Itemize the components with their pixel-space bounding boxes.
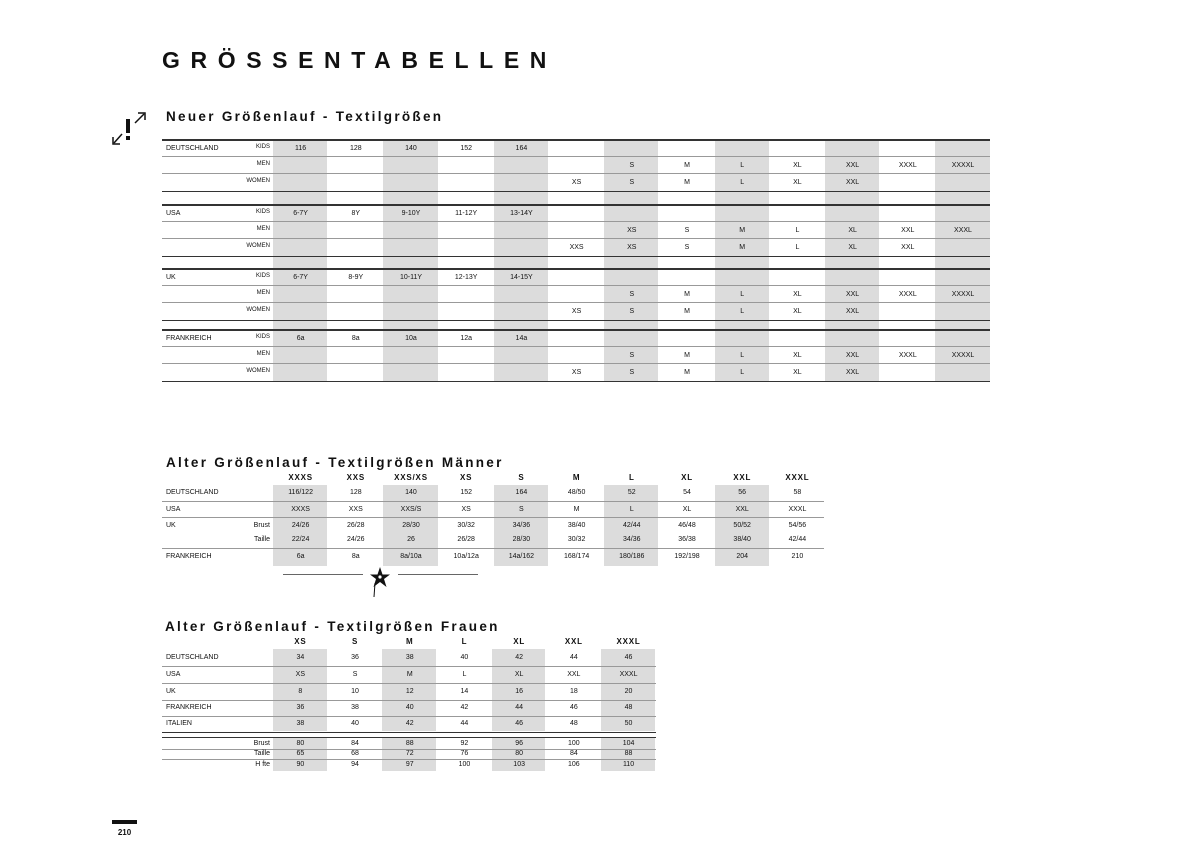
size-cell: 48 xyxy=(624,704,633,711)
size-cell: 116/122 xyxy=(288,489,313,496)
size-cell: 50 xyxy=(624,720,633,727)
size-cell: XS xyxy=(571,179,582,186)
row-label: WOMEN xyxy=(246,307,270,313)
size-cell: 88 xyxy=(624,750,633,757)
size-cell: XXL xyxy=(845,352,860,359)
row-label: MEN xyxy=(256,161,270,167)
size-cell: 192/198 xyxy=(674,553,700,560)
size-cell: 12a xyxy=(460,335,473,342)
size-cell: 210 xyxy=(791,553,804,560)
size-cell: S xyxy=(684,227,690,234)
column-header: XS xyxy=(294,637,307,646)
size-cell: XXXXL xyxy=(951,162,975,169)
group-top-rule xyxy=(162,139,990,141)
size-cell: 128 xyxy=(349,145,362,152)
size-cell: 38/40 xyxy=(567,522,586,529)
size-cell: XL xyxy=(848,227,857,234)
size-cell: 103 xyxy=(513,761,525,768)
size-cell: 100 xyxy=(568,740,580,747)
size-cell: XXXL xyxy=(898,162,917,169)
size-cell: XS xyxy=(461,506,471,513)
row-label: WOMEN xyxy=(246,368,270,374)
size-cell: 94 xyxy=(351,761,359,768)
country-label: UK xyxy=(166,274,176,281)
row-divider xyxy=(162,302,990,303)
size-cell: 164 xyxy=(515,489,528,496)
size-cell: XL xyxy=(793,308,802,315)
row-label: Brust xyxy=(253,740,270,747)
size-cell: 72 xyxy=(405,750,414,757)
size-cell: 6a xyxy=(296,553,305,560)
size-cell: XL xyxy=(682,506,692,513)
size-cell: XXXL xyxy=(788,506,807,513)
column-header: XS xyxy=(460,473,473,482)
column-header: XXS/XS xyxy=(394,473,428,482)
page-title: GRÖSSENTABELLEN xyxy=(162,47,557,73)
row-label: H fte xyxy=(255,761,270,768)
size-cell: 68 xyxy=(351,750,359,757)
size-cell: L xyxy=(629,506,634,513)
country-label: FRANKREICH xyxy=(166,335,212,342)
size-cell: 12 xyxy=(405,688,414,695)
row-divider xyxy=(162,346,990,347)
size-cell: M xyxy=(739,244,746,251)
column-header: M xyxy=(572,473,581,482)
country-label: USA xyxy=(166,671,181,678)
table-bottom-rule xyxy=(162,732,656,733)
size-cell: 26 xyxy=(407,536,415,543)
size-cell: XL xyxy=(848,244,857,251)
size-cell: 204 xyxy=(736,553,749,560)
size-cell: 6-7Y xyxy=(293,274,308,281)
size-cell: 8a/10a xyxy=(400,553,422,560)
row-divider xyxy=(162,285,990,286)
size-cell: XXL xyxy=(845,162,860,169)
column-header: XXL xyxy=(564,637,583,646)
size-cell: S xyxy=(629,291,635,298)
row-label: Taille xyxy=(254,536,270,543)
size-cell: 6a xyxy=(296,335,305,342)
column-header: XXL xyxy=(733,473,752,482)
size-cell: 40 xyxy=(351,720,359,727)
size-cell: XS xyxy=(627,227,637,234)
country-label: UK xyxy=(166,522,176,529)
size-cell: L xyxy=(740,308,745,315)
size-cell: XXL xyxy=(845,291,860,298)
size-cell: XS xyxy=(571,308,582,315)
size-cell: 20 xyxy=(624,688,633,695)
row-divider xyxy=(162,173,990,174)
size-cell: XXL xyxy=(567,671,581,678)
size-cell: 8Y xyxy=(351,210,361,217)
group-top-rule xyxy=(162,204,990,206)
size-cell: 38/40 xyxy=(733,536,751,543)
size-cell: 100 xyxy=(458,761,471,768)
size-cell: 80 xyxy=(296,740,305,747)
size-cell: 88 xyxy=(405,740,414,747)
size-cell: XXL xyxy=(901,244,915,251)
size-cell: 38 xyxy=(296,720,305,727)
size-cell: 140 xyxy=(405,489,417,496)
size-cell: XXXXL xyxy=(951,352,975,359)
size-cell: L xyxy=(795,244,800,251)
size-cell: 56 xyxy=(738,489,747,496)
size-cell: S xyxy=(684,244,690,251)
size-cell: 36 xyxy=(296,704,305,711)
shaded-column xyxy=(935,205,989,269)
size-cell: L xyxy=(740,352,745,359)
size-cell: 168/174 xyxy=(563,553,590,560)
row-label: KIDS xyxy=(255,144,270,150)
size-cell: 40 xyxy=(460,654,469,661)
size-cell: 46 xyxy=(624,654,633,661)
new-sizes-title: Neuer Größenlauf - Textilgrößen xyxy=(166,109,444,124)
size-cell: 8a xyxy=(351,335,360,342)
size-cell: S xyxy=(629,369,635,376)
size-cell: 14 xyxy=(460,688,469,695)
size-cell: XXXL xyxy=(898,291,917,298)
page-marker xyxy=(112,820,137,824)
row-divider xyxy=(162,716,656,717)
size-cell: 97 xyxy=(405,761,414,768)
size-cell: XXS/S xyxy=(400,506,422,513)
size-cell: XXXL xyxy=(619,671,638,678)
row-label: KIDS xyxy=(255,273,270,279)
size-cell: 14a/162 xyxy=(508,553,535,560)
group-top-rule xyxy=(162,268,990,270)
size-cell: 22/24 xyxy=(291,536,310,543)
size-cell: 14a xyxy=(515,335,528,342)
column-header: XL xyxy=(681,473,693,482)
row-divider xyxy=(162,238,990,239)
row-divider xyxy=(162,548,824,549)
size-cell: 34/36 xyxy=(623,536,641,543)
size-cell: 8 xyxy=(298,688,303,695)
row-label: KIDS xyxy=(255,334,270,340)
size-cell: 65 xyxy=(296,750,305,757)
size-cell: M xyxy=(739,227,746,234)
size-cell: 14-15Y xyxy=(510,274,533,281)
size-cell: XL xyxy=(793,352,802,359)
size-cell: 58 xyxy=(793,489,802,496)
column-header: S xyxy=(518,473,525,482)
size-cell: 36 xyxy=(351,654,359,661)
size-cell: M xyxy=(684,162,690,169)
size-cell: XXXS xyxy=(291,506,310,513)
country-label: DEUTSCHLAND xyxy=(166,145,219,152)
shaded-column xyxy=(825,205,879,269)
size-cell: S xyxy=(629,352,635,359)
size-cell: 11-12Y xyxy=(455,210,478,217)
size-cell: 13-14Y xyxy=(510,210,533,217)
row-divider xyxy=(162,363,990,364)
column-header: XXS xyxy=(346,473,365,482)
page-number: 210 xyxy=(117,828,132,837)
size-cell: L xyxy=(740,369,745,376)
size-cell: 96 xyxy=(515,740,524,747)
size-cell: 42 xyxy=(405,720,414,727)
size-cell: L xyxy=(740,162,745,169)
size-cell: XXL xyxy=(845,179,860,186)
row-label: Taille xyxy=(254,750,270,757)
size-cell: 44 xyxy=(569,654,578,661)
country-label: DEUTSCHLAND xyxy=(166,489,219,496)
size-cell: 40 xyxy=(405,704,414,711)
size-cell: 42/44 xyxy=(623,522,641,529)
column-header: L xyxy=(628,473,635,482)
size-cell: XXS xyxy=(348,506,363,513)
size-cell: XS xyxy=(295,671,306,678)
size-cell: 44 xyxy=(515,704,524,711)
column-header: S xyxy=(351,637,359,646)
size-cell: 54 xyxy=(683,489,691,496)
measure-top-rule xyxy=(162,737,656,738)
size-cell: M xyxy=(684,352,690,359)
column-header: M xyxy=(406,637,414,646)
resize-warning-icon xyxy=(110,110,150,148)
size-cell: S xyxy=(629,162,635,169)
size-cell: 26/28 xyxy=(457,536,475,543)
row-label: Brust xyxy=(253,522,270,529)
size-cell: 152 xyxy=(460,489,473,496)
size-cell: 10-11Y xyxy=(399,274,423,281)
size-cell: 24/26 xyxy=(347,536,365,543)
size-cell: L xyxy=(740,179,745,186)
size-cell: M xyxy=(684,369,690,376)
size-cell: 90 xyxy=(296,761,305,768)
country-label: FRANKREICH xyxy=(166,553,212,560)
size-cell: 110 xyxy=(622,761,635,768)
row-label: MEN xyxy=(256,226,270,232)
size-cell: 46/48 xyxy=(678,522,696,529)
size-cell: XXXXL xyxy=(951,291,975,298)
size-cell: M xyxy=(684,291,690,298)
size-cell: 18 xyxy=(569,688,578,695)
row-label: WOMEN xyxy=(246,178,270,184)
group-top-rule xyxy=(162,329,990,331)
country-label: UK xyxy=(166,688,176,695)
size-cell: XXXL xyxy=(954,227,972,234)
country-label: ITALIEN xyxy=(166,720,192,727)
size-cell: 24/26 xyxy=(291,522,310,529)
size-cell: XS xyxy=(627,244,637,251)
size-cell: 48 xyxy=(569,720,578,727)
size-cell: 28/30 xyxy=(512,536,531,543)
size-cell: S xyxy=(629,179,635,186)
size-cell: 76 xyxy=(460,750,469,757)
size-cell: 10a xyxy=(405,335,417,342)
size-cell: L xyxy=(795,227,800,234)
size-cell: XXL xyxy=(901,227,915,234)
size-cell: 30/32 xyxy=(457,522,475,529)
size-cell: 46 xyxy=(515,720,524,727)
size-cell: 26/28 xyxy=(347,522,365,529)
size-cell: 106 xyxy=(568,761,580,768)
size-cell: XXS xyxy=(569,244,584,251)
size-cell: 42/44 xyxy=(788,536,807,543)
size-cell: 116 xyxy=(295,145,307,152)
size-cell: 42 xyxy=(460,704,469,711)
row-divider xyxy=(162,700,656,701)
country-label: FRANKREICH xyxy=(166,704,212,711)
size-cell: 38 xyxy=(405,654,414,661)
row-divider xyxy=(162,156,990,157)
column-header: XXXL xyxy=(785,473,810,482)
country-label: USA xyxy=(166,210,181,217)
size-cell: M xyxy=(573,506,580,513)
size-cell: S xyxy=(629,308,635,315)
column-header: L xyxy=(461,637,468,646)
size-cell: L xyxy=(740,291,745,298)
size-cell: XXL xyxy=(845,369,860,376)
size-cell: XXXL xyxy=(898,352,917,359)
column-header: XXXL xyxy=(616,637,641,646)
size-cell: 180/186 xyxy=(619,553,645,560)
size-cell: XXL xyxy=(845,308,860,315)
size-cell: 16 xyxy=(515,688,524,695)
group-bottom-rule xyxy=(162,191,990,192)
size-cell: XL xyxy=(793,291,802,298)
row-divider xyxy=(162,501,824,502)
size-cell: M xyxy=(684,308,690,315)
column-header: XXXS xyxy=(288,473,313,482)
row-label: KIDS xyxy=(255,209,270,215)
star-icon xyxy=(369,567,391,597)
size-cell: 38 xyxy=(351,704,359,711)
size-cell: XL xyxy=(793,162,802,169)
size-cell: 8a xyxy=(351,553,360,560)
size-cell: 46 xyxy=(569,704,578,711)
size-cell: 30/32 xyxy=(567,536,586,543)
size-cell: 34/36 xyxy=(512,522,531,529)
column-header: XL xyxy=(513,637,526,646)
size-cell: 140 xyxy=(405,145,417,152)
size-cell: 42 xyxy=(515,654,524,661)
country-label: DEUTSCHLAND xyxy=(166,654,219,661)
women-sizes-title: Alter Größenlauf - Textilgrößen Frauen xyxy=(165,619,500,634)
size-cell: XL xyxy=(514,671,524,678)
row-divider xyxy=(162,666,656,667)
group-bottom-rule xyxy=(162,381,990,382)
shaded-column xyxy=(715,205,769,269)
size-cell: S xyxy=(519,506,524,513)
row-divider xyxy=(162,221,990,222)
size-cell: 50/52 xyxy=(733,522,751,529)
size-cell: 128 xyxy=(349,489,362,496)
size-cell: 6-7Y xyxy=(293,210,308,217)
row-divider xyxy=(162,517,824,518)
group-bottom-rule xyxy=(162,256,990,257)
size-cell: 9-10Y xyxy=(401,210,421,217)
size-cell: 92 xyxy=(460,740,469,747)
size-cell: XL xyxy=(793,369,802,376)
size-cell: 10 xyxy=(351,688,359,695)
size-cell: 12-13Y xyxy=(454,274,478,281)
size-cell: 52 xyxy=(627,489,636,496)
row-label: WOMEN xyxy=(246,243,270,249)
size-cell: 8-9Y xyxy=(348,274,364,281)
men-sizes-title: Alter Größenlauf - Textilgrößen Männer xyxy=(166,455,504,470)
size-cell: 10a/12a xyxy=(453,553,479,560)
size-cell: 36/38 xyxy=(678,536,696,543)
size-cell: M xyxy=(406,671,413,678)
size-cell: 164 xyxy=(515,145,528,152)
shaded-column xyxy=(604,205,658,269)
size-cell: L xyxy=(462,671,467,678)
size-cell: 152 xyxy=(460,145,473,152)
size-cell: 48/50 xyxy=(567,489,586,496)
size-cell: 54/56 xyxy=(788,522,807,529)
size-cell: 84 xyxy=(351,740,359,747)
group-bottom-rule xyxy=(162,320,990,321)
size-cell: 34 xyxy=(296,654,305,661)
size-cell: 28/30 xyxy=(402,522,420,529)
size-cell: 84 xyxy=(569,750,578,757)
size-cell: 104 xyxy=(622,740,635,747)
size-cell: XS xyxy=(571,369,582,376)
country-label: USA xyxy=(166,506,181,513)
size-cell: M xyxy=(684,179,690,186)
row-label: MEN xyxy=(256,351,270,357)
decorative-divider xyxy=(283,567,483,597)
row-label: MEN xyxy=(256,290,270,296)
row-divider xyxy=(162,683,656,684)
size-cell: XL xyxy=(793,179,802,186)
size-cell: XXL xyxy=(735,506,749,513)
size-cell: 44 xyxy=(460,720,469,727)
size-cell: 80 xyxy=(515,750,524,757)
size-cell: S xyxy=(352,671,358,678)
